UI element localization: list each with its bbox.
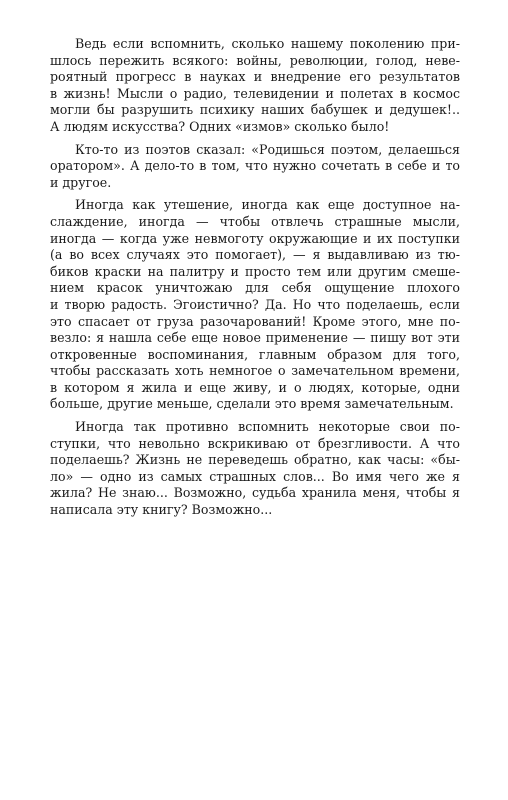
text-line: в жизнь! Мысли о радио, телевидении и полетах в космос — [50, 85, 460, 101]
text-line: шлось пережить всякого: войны, революции, голод, неве- — [50, 52, 460, 68]
text-line: (а во всех случаях это помогает), — я выдавливаю из тю- — [50, 247, 460, 263]
text-line: ступки, что невольно вскрикиваю от брезгливости. А что — [50, 435, 460, 451]
text-line: и творю радость. Эгоистично? Да. Но что поделаешь, если — [50, 296, 460, 312]
text-line: могли бы разрушить психику наших бабушек и дедушек!.. — [50, 102, 460, 118]
text-line: в котором я жила и еще живу, и о людях, которые, одни — [50, 379, 460, 395]
text-line: и другое. — [50, 174, 112, 190]
text-line: Иногда так противно вспомнить некоторые свои по- — [75, 419, 460, 435]
text-line: это спасает от груза разочарований! Кроме этого, мне по- — [50, 313, 460, 329]
text-line: роятный прогресс в науках и внедрение его результатов — [50, 69, 460, 85]
text-line: больше, другие меньше, сделали это время замечательным. — [50, 396, 454, 412]
page-text — [50, 36, 460, 525]
text-line: биков краски на палитру и просто тем или другим смеше- — [50, 263, 460, 279]
text-line: иногда — когда уже невмоготу окружающие и их поступки — [50, 230, 460, 246]
text-line: А людям искусства? Одних «измов» сколько было! — [50, 118, 390, 134]
text-line: чтобы рассказать хоть немногое о замечательном времени, — [50, 363, 460, 379]
text-line: откровенные воспоминания, главным образом для того, — [50, 346, 460, 362]
text-line: жила? Не знаю... Возможно, судьба хранила меня, чтобы я — [50, 485, 460, 501]
text-line: Кто-то из поэтов сказал: «Родишься поэтом, делаешься — [75, 141, 460, 157]
text-line: Иногда как утешение, иногда как еще доступное на- — [75, 197, 460, 213]
text-line: написала эту книгу? Возможно... — [50, 502, 273, 518]
text-line: поделаешь? Жизнь не переведешь обратно, как часы: «бы- — [50, 452, 460, 468]
text-line: Ведь если вспомнить, сколько нашему поколению при- — [75, 36, 460, 51]
text-line: нием красок уничтожаю для себя ощущение плохого — [50, 280, 460, 296]
text-line: везло: я нашла себе еще новое применение — пишу вот эти — [50, 330, 460, 346]
text-line: слаждение, иногда — чтобы отвлечь страшные мысли, — [50, 213, 460, 229]
text-line: ло» — одно из самых страшных слов... Во имя чего же я — [50, 468, 460, 484]
paragraph-1 — [50, 36, 460, 136]
paragraph-4 — [50, 419, 460, 519]
paragraph-2 — [50, 142, 460, 192]
paragraph-3 — [50, 197, 460, 413]
text-line: оратором». А дело-то в том, что нужно сочетать в себе и то — [50, 158, 460, 174]
